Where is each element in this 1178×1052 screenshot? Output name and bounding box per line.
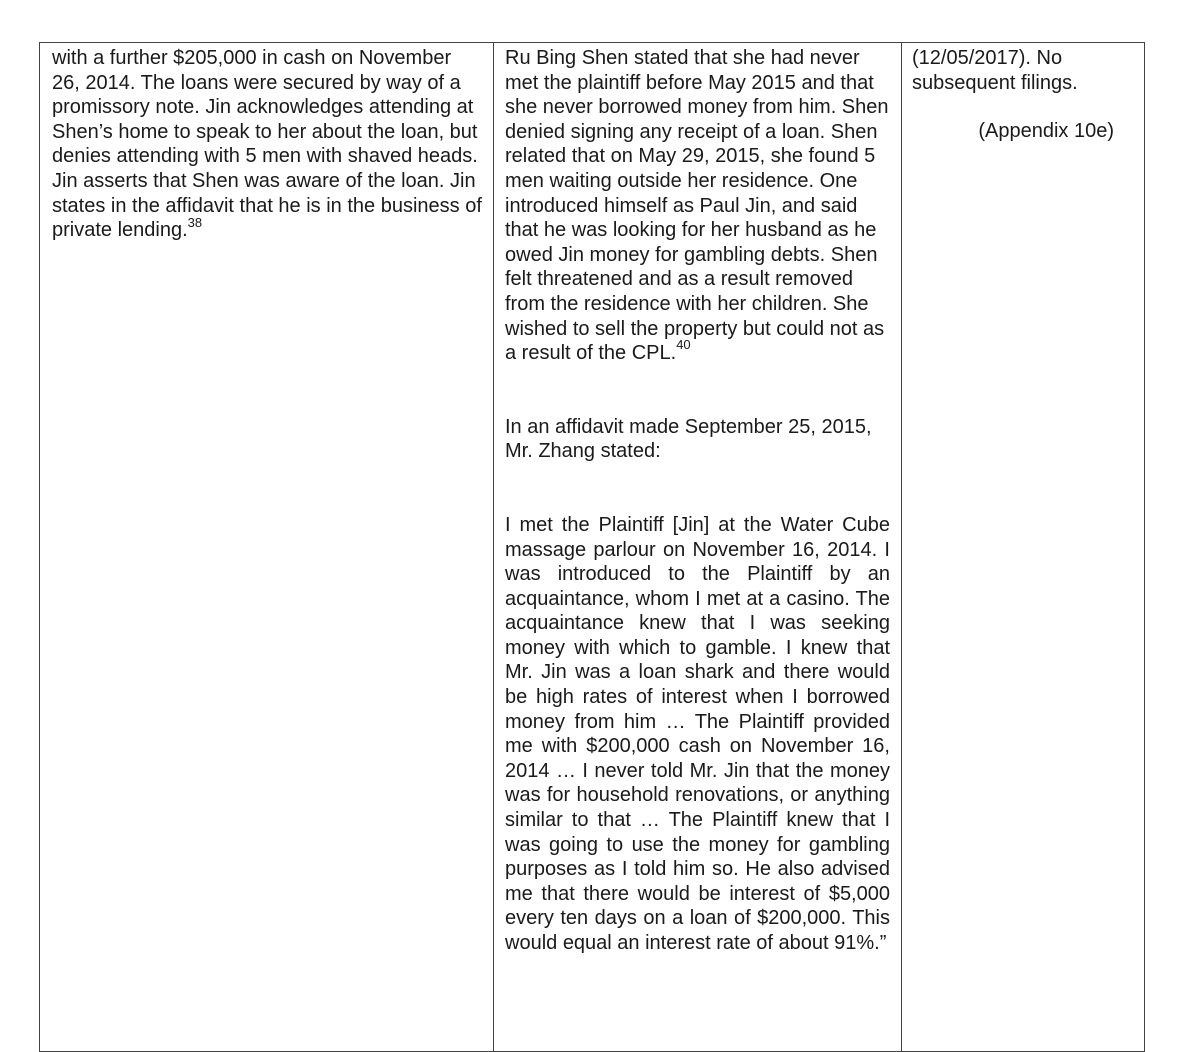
summary-cell-content xyxy=(40,43,493,243)
summary-cell xyxy=(40,43,494,1052)
evidence-cell xyxy=(494,43,902,1052)
affidavit-intro: In an affidavit made September 25, 2015, Mr. Zhang stated: xyxy=(505,415,872,463)
summary-paragraph xyxy=(52,46,483,243)
spacer xyxy=(505,366,890,415)
shen-statement xyxy=(505,46,890,366)
spacer xyxy=(505,464,890,513)
status-cell-content xyxy=(902,43,1144,144)
shen-statement-text: Ru Bing Shen stated that she had never met the plaintiff before May 2015 and that she never borrowed money from him. Shen denied signing any receipt of a loan. Shen related that on May 29, 2015, she found 5 men waiting outside her residence. One introduced himself as Paul Jin, and said that he was looking for her husband as he owed Jin money for gambling debts. Shen felt threatened and as a result removed from the residence with her children. She wished to sell the property but could not as a result of the CPL. xyxy=(505,47,889,365)
footnote-ref: 38 xyxy=(187,214,203,230)
summary-text: with a further $205,000 in cash on November 26, 2014. The loans were secured by way of a promissory note. Jin acknowledges attending at Shen’s home to speak to her about the loan, but denies attending with 5 men with shaved heads. Jin asserts that Shen was aware of the loan. Jin states in the affidavit that he is in the business of private lending. xyxy=(52,47,482,242)
filing-status: (12/05/2017). No subsequent filings. xyxy=(912,47,1078,94)
table-row xyxy=(40,43,1145,1052)
appendix-reference: (Appendix 10e) xyxy=(978,120,1114,143)
document-table xyxy=(39,42,1145,1052)
footnote-ref: 40 xyxy=(676,337,691,353)
zhang-quote: I met the Plaintiff [Jin] at the Water Cube massage parlour on November 16, 2014. I was introduced to the Plaintiff by an acquaintance, whom I met at a casino. The acquaintance knew that I was seeking money with which to gamble. I knew that Mr. Jin was a loan shark and there would be high rates of interest when I borrowed money from him … The Plaintiff provided me with $200,000 cash on November 16, 2014 … I never told Mr. Jin that the money was for household renovations, or anything similar to that … The Plaintiff knew that I was going to use the money for gambling purposes as I told him so. He also advised me that there would be interest of $5,000 every ten days on a loan of $200,000. This would equal an interest rate of about 91%.” xyxy=(505,513,890,954)
status-cell xyxy=(902,43,1145,1052)
evidence-cell-content xyxy=(494,43,901,956)
